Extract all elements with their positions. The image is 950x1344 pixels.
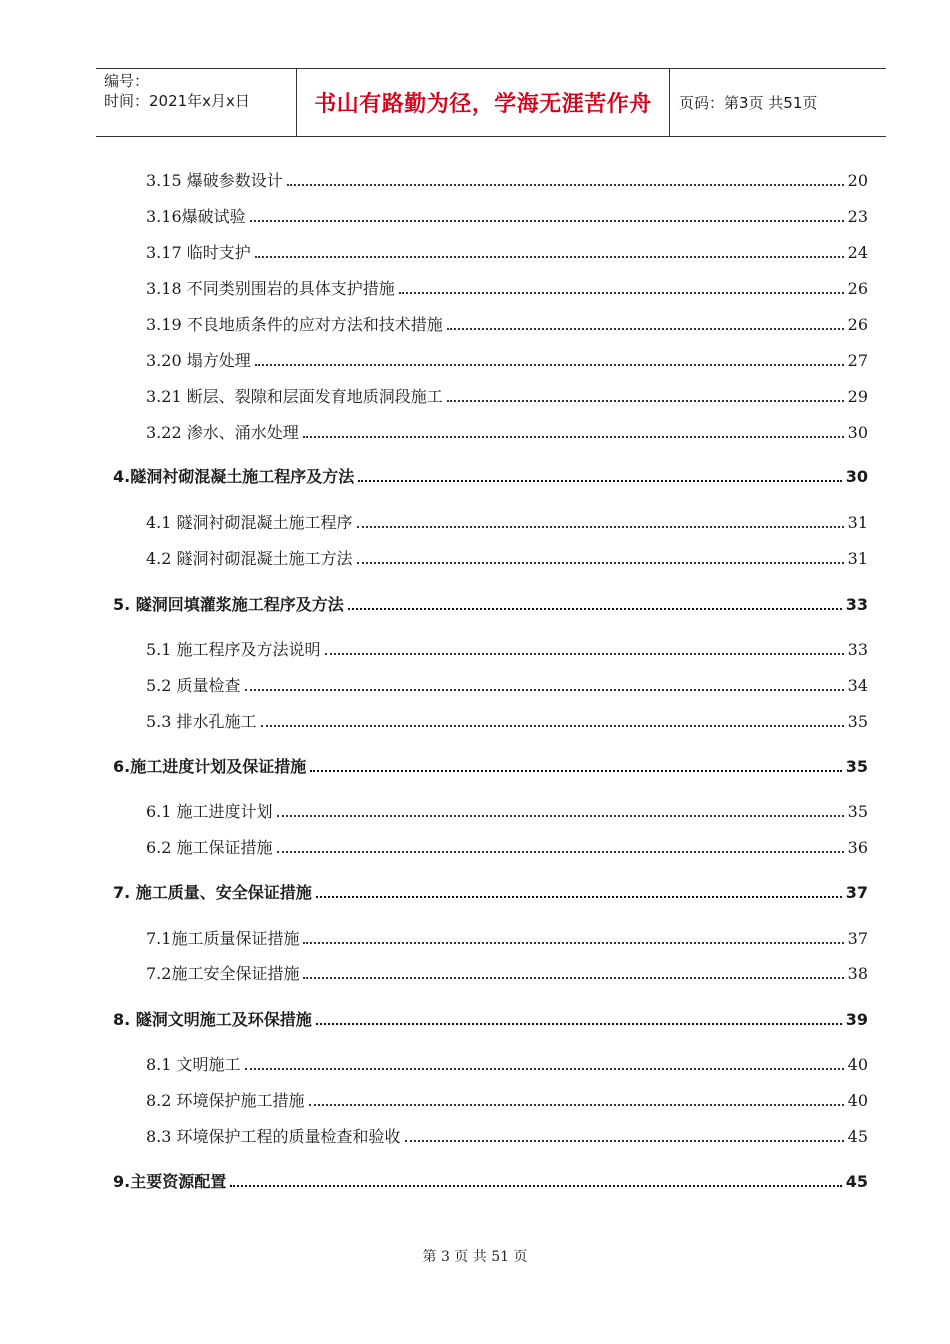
toc-entry-title: 5.1 施工程序及方法说明 bbox=[146, 640, 321, 659]
toc-entry[interactable] bbox=[0, 755, 950, 779]
toc-leader-dots bbox=[316, 1023, 842, 1025]
toc-leader-dots bbox=[309, 1104, 844, 1106]
toc-entry-page: 30 bbox=[845, 467, 868, 486]
toc-entry[interactable] bbox=[0, 277, 950, 301]
toc-entry[interactable] bbox=[0, 927, 950, 951]
toc-entry-title: 3.17 临时支护 bbox=[146, 243, 251, 262]
toc-entry-title: 3.22 渗水、涌水处理 bbox=[146, 423, 299, 442]
toc-entry[interactable] bbox=[0, 881, 950, 905]
toc-leader-dots bbox=[255, 256, 844, 258]
toc-entry-title: 5.2 质量检查 bbox=[146, 676, 241, 695]
toc-entry-page: 38 bbox=[847, 964, 868, 983]
time-label: 时间：2021年x月x日 bbox=[104, 92, 250, 110]
toc-leader-dots bbox=[325, 653, 844, 655]
toc-entry-title: 3.15 爆破参数设计 bbox=[146, 171, 283, 190]
toc-leader-dots bbox=[277, 851, 844, 853]
toc-entry[interactable] bbox=[0, 385, 950, 409]
toc-entry[interactable] bbox=[0, 421, 950, 445]
toc-entry[interactable] bbox=[0, 205, 950, 229]
toc-entry-title: 3.20 塌方处理 bbox=[146, 351, 251, 370]
toc-leader-dots bbox=[405, 1140, 844, 1142]
toc-entry-page: 35 bbox=[847, 802, 868, 821]
toc-entry-page: 40 bbox=[847, 1055, 868, 1074]
toc-entry-page: 33 bbox=[847, 640, 868, 659]
toc-entry[interactable] bbox=[0, 710, 950, 734]
toc-entry-title: 4.隧洞衬砌混凝土施工程序及方法 bbox=[113, 467, 355, 486]
toc-entry-page: 34 bbox=[847, 676, 868, 695]
toc-entry[interactable] bbox=[0, 836, 950, 860]
toc-entry-title: 6.施工进度计划及保证措施 bbox=[113, 757, 307, 776]
toc-entry-title: 3.19 不良地质条件的应对方法和技术措施 bbox=[146, 315, 443, 334]
toc-entry[interactable] bbox=[0, 1170, 950, 1194]
toc-entry-page: 26 bbox=[847, 279, 868, 298]
toc-entry-page: 36 bbox=[847, 838, 868, 857]
toc-entry[interactable] bbox=[0, 638, 950, 662]
toc-entry-title: 8.3 环境保护工程的质量检查和验收 bbox=[146, 1127, 401, 1146]
toc-entry-title: 5. 隧洞回填灌浆施工程序及方法 bbox=[113, 595, 344, 614]
toc-entry-page: 45 bbox=[847, 1127, 868, 1146]
toc-leader-dots bbox=[358, 480, 842, 482]
page-footer: 第 3 页 共 51 页 bbox=[422, 1249, 528, 1265]
toc-entry-page: 33 bbox=[845, 595, 868, 614]
header-meta bbox=[104, 71, 296, 134]
toc-leader-dots bbox=[277, 815, 844, 817]
toc-leader-dots bbox=[303, 977, 844, 979]
toc-entry-title: 3.16爆破试验 bbox=[146, 207, 246, 226]
toc-entry[interactable] bbox=[0, 1008, 950, 1032]
toc-leader-dots bbox=[447, 328, 844, 330]
toc-entry-title: 8. 隧洞文明施工及环保措施 bbox=[113, 1010, 312, 1029]
toc-entry[interactable] bbox=[0, 511, 950, 535]
toc-leader-dots bbox=[357, 562, 844, 564]
header-divider bbox=[669, 69, 670, 136]
toc-entry-page: 39 bbox=[845, 1010, 868, 1029]
toc-entry-title: 8.2 环境保护施工措施 bbox=[146, 1091, 305, 1110]
toc-entry-page: 31 bbox=[847, 513, 868, 532]
toc-entry-title: 3.21 断层、裂隙和层面发育地质洞段施工 bbox=[146, 387, 443, 406]
toc-leader-dots bbox=[287, 184, 844, 186]
toc-entry-page: 27 bbox=[847, 351, 868, 370]
toc-entry-page: 24 bbox=[847, 243, 868, 262]
toc-entry-title: 3.18 不同类别围岩的具体支护措施 bbox=[146, 279, 395, 298]
toc-entry-title: 5.3 排水孔施工 bbox=[146, 712, 257, 731]
toc-leader-dots bbox=[230, 1185, 842, 1187]
toc-entry-page: 30 bbox=[847, 423, 868, 442]
toc-entry-title: 6.2 施工保证措施 bbox=[146, 838, 273, 857]
toc-entry-page: 37 bbox=[845, 883, 868, 902]
toc-entry-page: 20 bbox=[847, 171, 868, 190]
toc-entry-page: 23 bbox=[847, 207, 868, 226]
toc-leader-dots bbox=[245, 1068, 844, 1070]
toc-entry[interactable] bbox=[0, 349, 950, 373]
toc-entry[interactable] bbox=[0, 547, 950, 571]
toc-entry-title: 7. 施工质量、安全保证措施 bbox=[113, 883, 312, 902]
toc-entry[interactable] bbox=[0, 962, 950, 986]
toc-entry-page: 31 bbox=[847, 549, 868, 568]
toc-entry-page: 37 bbox=[847, 929, 868, 948]
toc-entry-title: 7.2施工安全保证措施 bbox=[146, 964, 300, 983]
toc-leader-dots bbox=[245, 689, 844, 691]
toc-entry[interactable] bbox=[0, 1053, 950, 1077]
toc-entry-page: 26 bbox=[847, 315, 868, 334]
code-label: 编号： bbox=[104, 72, 150, 90]
header-motto: 书山有路勤为径，学海无涯苦作舟 bbox=[314, 92, 652, 117]
toc-leader-dots bbox=[399, 292, 844, 294]
toc-entry[interactable] bbox=[0, 313, 950, 337]
toc-leader-dots bbox=[310, 770, 842, 772]
page-header bbox=[96, 68, 886, 137]
toc-leader-dots bbox=[447, 400, 844, 402]
toc-entry-title: 9.主要资源配置 bbox=[113, 1172, 227, 1191]
toc-entry-page: 40 bbox=[847, 1091, 868, 1110]
toc-entry[interactable] bbox=[0, 465, 950, 489]
toc-entry-title: 6.1 施工进度计划 bbox=[146, 802, 273, 821]
toc-entry-page: 45 bbox=[845, 1172, 868, 1191]
toc-entry[interactable] bbox=[0, 1125, 950, 1149]
toc-entry-title: 4.1 隧洞衬砌混凝土施工程序 bbox=[146, 513, 353, 532]
toc-entry-page: 29 bbox=[847, 387, 868, 406]
toc-leader-dots bbox=[303, 942, 844, 944]
toc-leader-dots bbox=[316, 896, 842, 898]
toc-entry-title: 7.1施工质量保证措施 bbox=[146, 929, 300, 948]
toc-entry[interactable] bbox=[0, 241, 950, 265]
toc-leader-dots bbox=[357, 526, 844, 528]
toc-entry-title: 8.1 文明施工 bbox=[146, 1055, 241, 1074]
toc-leader-dots bbox=[255, 364, 844, 366]
toc-entry[interactable] bbox=[0, 593, 950, 617]
header-page-info: 页码：第3页 共51页 bbox=[679, 94, 818, 112]
toc-leader-dots bbox=[303, 436, 844, 438]
toc-leader-dots bbox=[261, 725, 844, 727]
toc-entry[interactable] bbox=[0, 1089, 950, 1113]
toc-entry-page: 35 bbox=[845, 757, 868, 776]
toc-entry[interactable] bbox=[0, 800, 950, 824]
toc-entry-title: 4.2 隧洞衬砌混凝土施工方法 bbox=[146, 549, 353, 568]
toc-leader-dots bbox=[348, 608, 842, 610]
toc-leader-dots bbox=[250, 220, 844, 222]
toc-entry-page: 35 bbox=[847, 712, 868, 731]
toc-entry[interactable] bbox=[0, 169, 950, 193]
toc-entry[interactable] bbox=[0, 674, 950, 698]
